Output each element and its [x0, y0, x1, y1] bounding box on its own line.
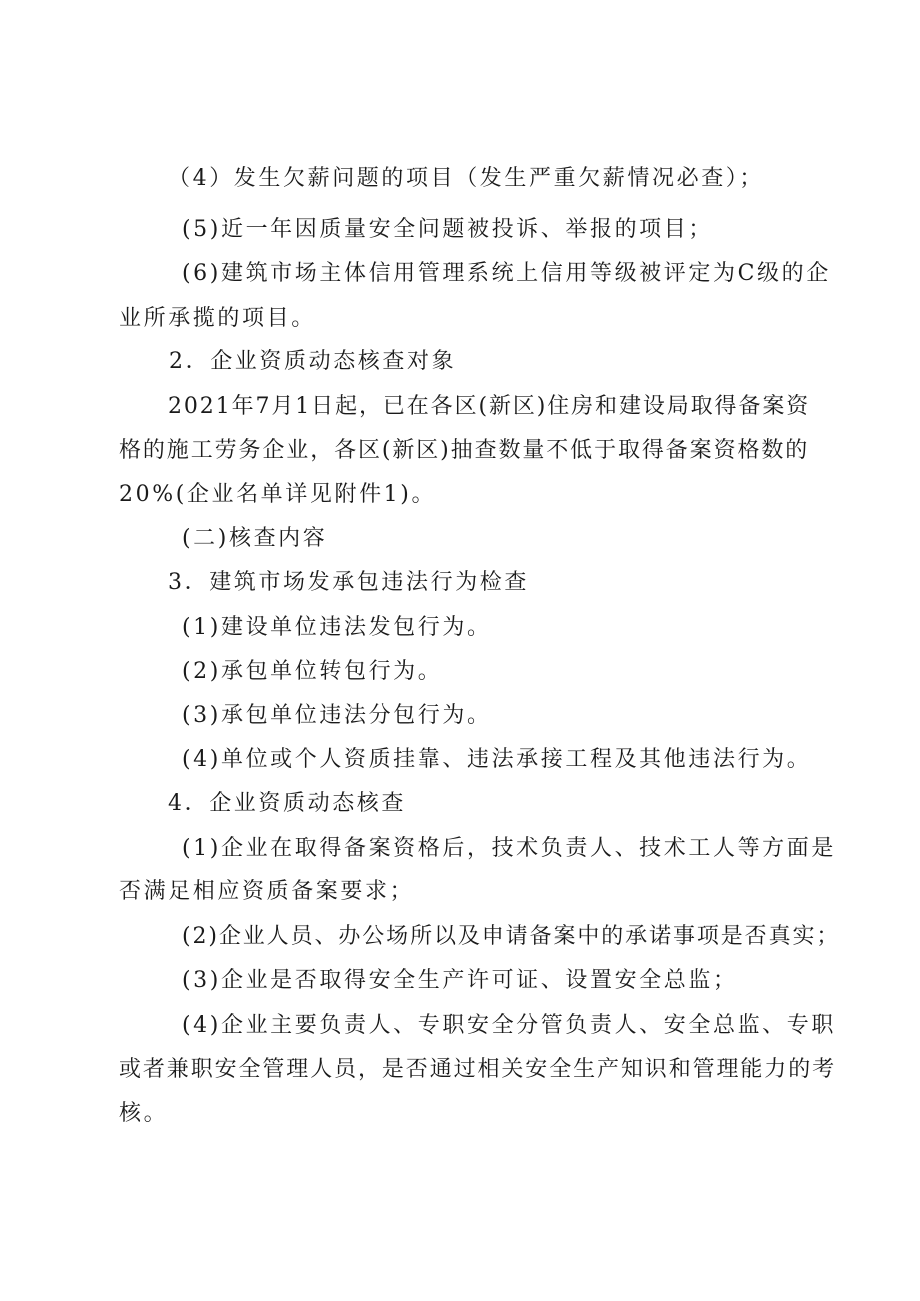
paragraph-line: 核。	[119, 1101, 169, 1126]
paragraph-line: (6)建筑市场主体信用管理系统上信用等级被评定为C级的企	[182, 261, 831, 286]
paragraph-line: 否满足相应资质备案要求；	[119, 879, 415, 904]
paragraph-line: (4)企业主要负责人、专职安全分管负责人、安全总监、专职	[182, 1013, 836, 1038]
paragraph-line: 2021年7月1日起，已在各区(新区)住房和建设局取得备案资	[168, 394, 811, 419]
paragraph-line: （4）发生欠薪问题的项目（发生严重欠薪情况必查）；	[168, 166, 764, 191]
paragraph-line: (3)企业是否取得安全生产许可证、设置安全总监；	[182, 968, 738, 993]
paragraph-line: (1)建设单位违法发包行为。	[182, 615, 492, 640]
paragraph-line: (4)单位或个人资质挂靠、违法承接工程及其他违法行为。	[182, 747, 812, 772]
section-heading: (二)核查内容	[182, 526, 328, 551]
section-heading: 2．企业资质动态核查对象	[169, 349, 457, 374]
section-heading: 3．建筑市场发承包违法行为检查	[168, 570, 529, 595]
paragraph-line: (2)企业人员、办公场所以及申请备案中的承诺事项是否真实；	[182, 924, 841, 949]
paragraph-line: (1)企业在取得备案资格后，技术负责人、技术工人等方面是	[182, 836, 836, 861]
paragraph-line: (5)近一年因质量安全问题被投诉、举报的项目；	[182, 217, 713, 242]
paragraph-line: 格的施工劳务企业，各区(新区)抽查数量不低于取得备案资格数的	[119, 438, 810, 463]
paragraph-line: (3)承包单位违法分包行为。	[182, 703, 492, 728]
section-heading: 4．企业资质动态核查	[168, 791, 406, 816]
paragraph-line: 业所承揽的项目。	[119, 306, 316, 331]
paragraph-line: (2)承包单位转包行为。	[182, 659, 443, 684]
paragraph-line: 20%(企业名单详见附件1)。	[119, 482, 437, 507]
paragraph-line: 或者兼职安全管理人员，是否通过相关安全生产知识和管理能力的考	[119, 1057, 837, 1082]
